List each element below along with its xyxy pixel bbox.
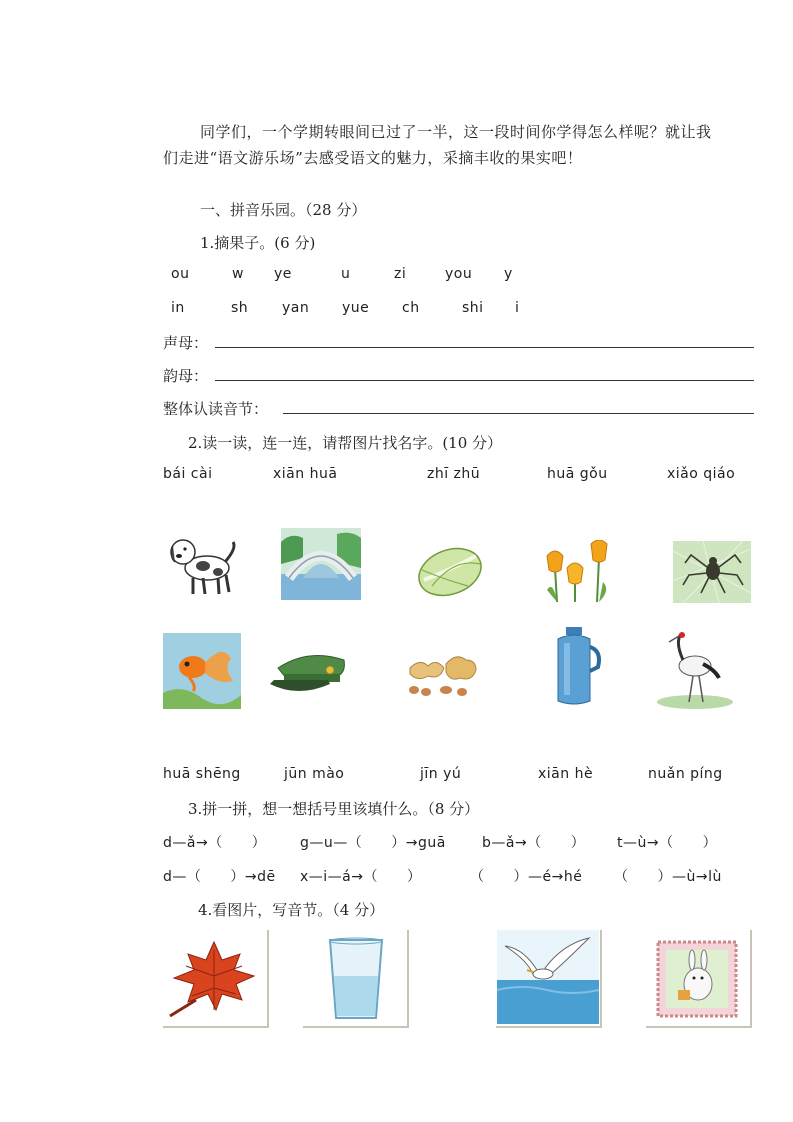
q1-syllable: yue [342, 300, 370, 316]
q1-syllable: sh [231, 300, 249, 316]
intro-line-2: 们走进“语文游乐场”去感受语文的魅力，采摘丰收的果实吧！ [163, 149, 583, 167]
q1-syllable: u [341, 266, 351, 282]
seagull-picture[interactable] [497, 930, 599, 1024]
q2-title: 2.读一读，连一连，请帮图片找名字。(10 分） [188, 434, 503, 452]
maple-leaf-picture[interactable] [166, 936, 262, 1020]
peanuts-picture[interactable] [402, 650, 480, 702]
q2-word-bottom: jīn yú [420, 766, 462, 782]
q1-syllable: y [504, 266, 513, 282]
goldfish-picture[interactable] [163, 633, 241, 709]
q3-item[interactable]: d—（ ）→dē [163, 869, 276, 885]
q3-item[interactable]: b—ǎ→（ ） [482, 835, 586, 851]
q1-syllable: i [515, 300, 520, 316]
q3-item[interactable]: （ ）—ù→lù [614, 869, 722, 885]
military-cap-picture[interactable] [268, 648, 350, 700]
q3-title: 3.拼一拼，想一想括号里该填什么。（8 分） [188, 800, 480, 818]
q2-word-bottom: jūn mào [284, 766, 345, 782]
q1-syllable: ou [171, 266, 190, 282]
q3-item[interactable]: （ ）—é→hé [470, 869, 583, 885]
answer-line-initials[interactable] [215, 347, 754, 348]
q3-item[interactable]: t—ù→（ ） [617, 835, 718, 851]
spider-picture[interactable] [673, 541, 751, 603]
crane-picture[interactable] [655, 630, 737, 710]
q1-syllable: shi [462, 300, 484, 316]
q2-word-top: zhī zhū [427, 466, 481, 482]
blank-label-initials: 声母： [163, 334, 209, 352]
q2-word-bottom: nuǎn píng [648, 766, 723, 782]
stamp-picture[interactable] [654, 938, 744, 1022]
tulips-picture[interactable] [541, 540, 613, 602]
q1-title: 1.摘果子。(6 分) [200, 234, 316, 252]
glass-picture[interactable] [326, 936, 386, 1022]
q3-item[interactable]: g—u—（ ）→guā [300, 835, 446, 851]
q1-syllable: yan [282, 300, 310, 316]
q2-word-bottom: huā shēng [163, 766, 241, 782]
thermos-picture[interactable] [550, 627, 602, 707]
q3-item[interactable]: x—i—á→（ ） [300, 869, 422, 885]
q1-syllable: in [171, 300, 185, 316]
blank-label-whole-syllables: 整体认读音节： [163, 400, 269, 418]
answer-line-whole-syllables[interactable] [283, 413, 754, 414]
bridge-picture[interactable] [281, 528, 361, 600]
intro-line-1: 同学们，一个学期转眼间已过了一半，这一段时间你学得怎么样呢？就让我 [200, 123, 712, 141]
answer-line-finals[interactable] [215, 380, 754, 381]
blank-label-finals: 韵母： [163, 367, 209, 385]
cabbage-picture[interactable] [410, 540, 490, 600]
q2-word-top: bái cài [163, 466, 213, 482]
q2-word-top: huā gǒu [547, 466, 608, 482]
q2-word-top: xiān huā [273, 466, 338, 482]
q3-item[interactable]: d—ǎ→（ ） [163, 835, 267, 851]
dog-picture[interactable] [163, 528, 241, 600]
q2-word-bottom: xiān hè [538, 766, 594, 782]
q1-syllable: zi [394, 266, 407, 282]
q2-word-top: xiǎo qiáo [667, 466, 736, 482]
q4-title: 4.看图片，写音节。（4 分） [198, 901, 385, 919]
q1-syllable: ye [274, 266, 292, 282]
q1-syllable: you [445, 266, 473, 282]
q1-syllable: ch [402, 300, 420, 316]
q1-syllable: w [232, 266, 244, 282]
section-title: 一、拼音乐园。（28 分） [200, 201, 367, 219]
